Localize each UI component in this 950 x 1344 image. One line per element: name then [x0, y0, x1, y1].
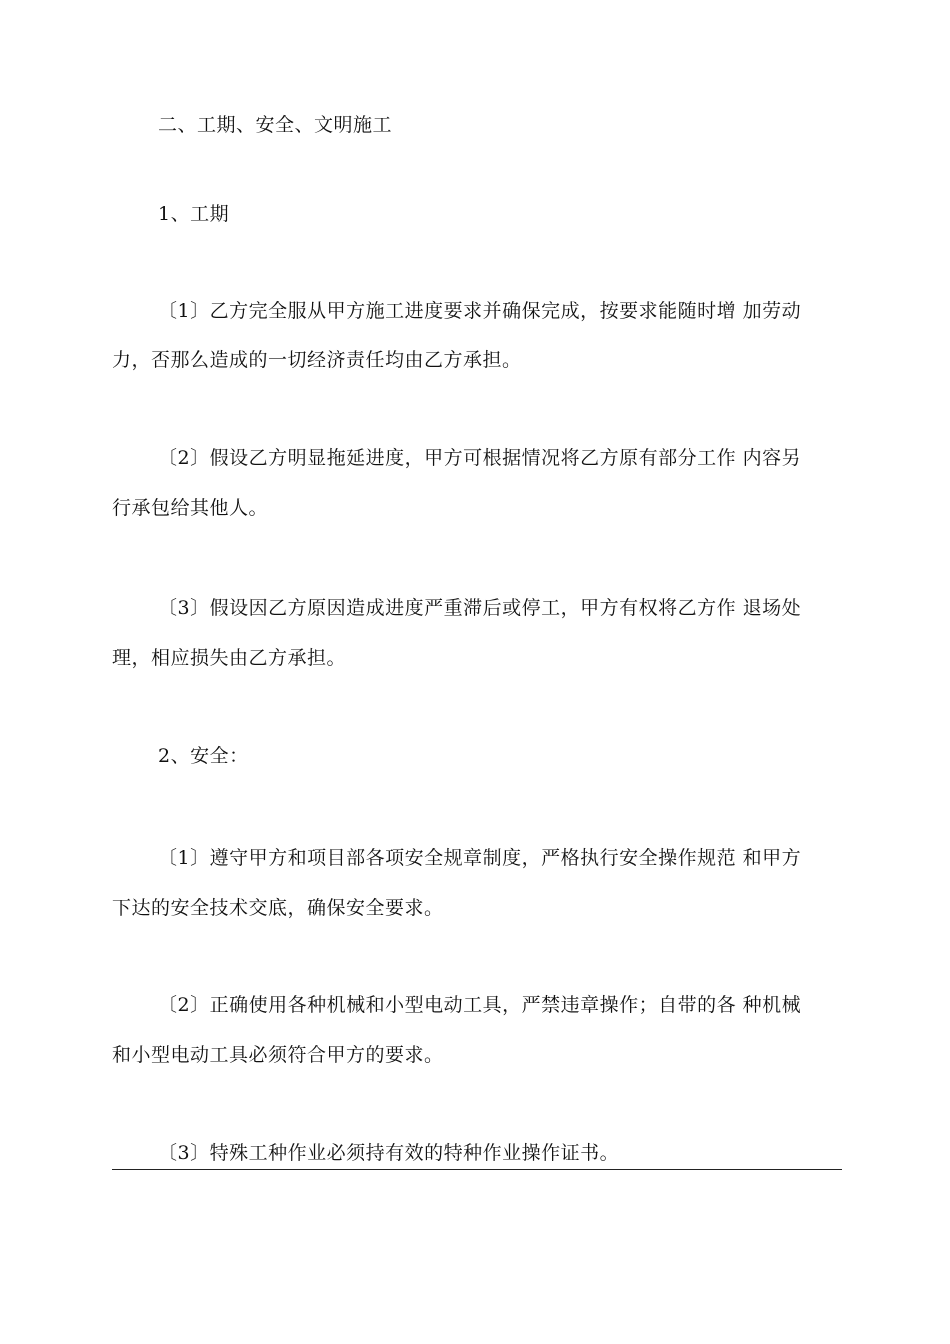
safety-item-1-line-2: 下达的安全技术交底，确保安全要求。 [112, 897, 444, 919]
subsection-heading-safety: 2、安全： [158, 745, 249, 767]
safety-item-2-line-1: 〔2〕正确使用各种机械和小型电动工具，严禁违章操作；自带的各 种机械 [158, 994, 802, 1016]
schedule-item-1-line-1: 〔1〕乙方完全服从甲方施工进度要求并确保完成，按要求能随时增 加劳动 [158, 300, 802, 322]
safety-item-1-line-1: 〔1〕遵守甲方和项目部各项安全规章制度，严格执行安全操作规范 和甲方 [158, 847, 802, 869]
page-divider [112, 1169, 842, 1170]
section-heading: 二、工期、安全、文明施工 [158, 114, 393, 136]
safety-item-2-line-2: 和小型电动工具必须符合甲方的要求。 [112, 1044, 444, 1066]
subsection-heading-schedule: 1、工期 [158, 203, 230, 225]
schedule-item-3-line-1: 〔3〕假设因乙方原因造成进度严重滞后或停工，甲方有权将乙方作 退场处 [158, 597, 802, 619]
safety-item-3-line-1: 〔3〕特殊工种作业必须持有效的特种作业操作证书。 [158, 1142, 620, 1164]
schedule-item-2-line-1: 〔2〕假设乙方明显拖延进度，甲方可根据情况将乙方原有部分工作 内容另 [158, 447, 802, 469]
schedule-item-3-line-2: 理，相应损失由乙方承担。 [112, 647, 347, 669]
schedule-item-2-line-2: 行承包给其他人。 [112, 497, 269, 519]
schedule-item-1-line-2: 力，否那么造成的一切经济责任均由乙方承担。 [112, 349, 522, 371]
